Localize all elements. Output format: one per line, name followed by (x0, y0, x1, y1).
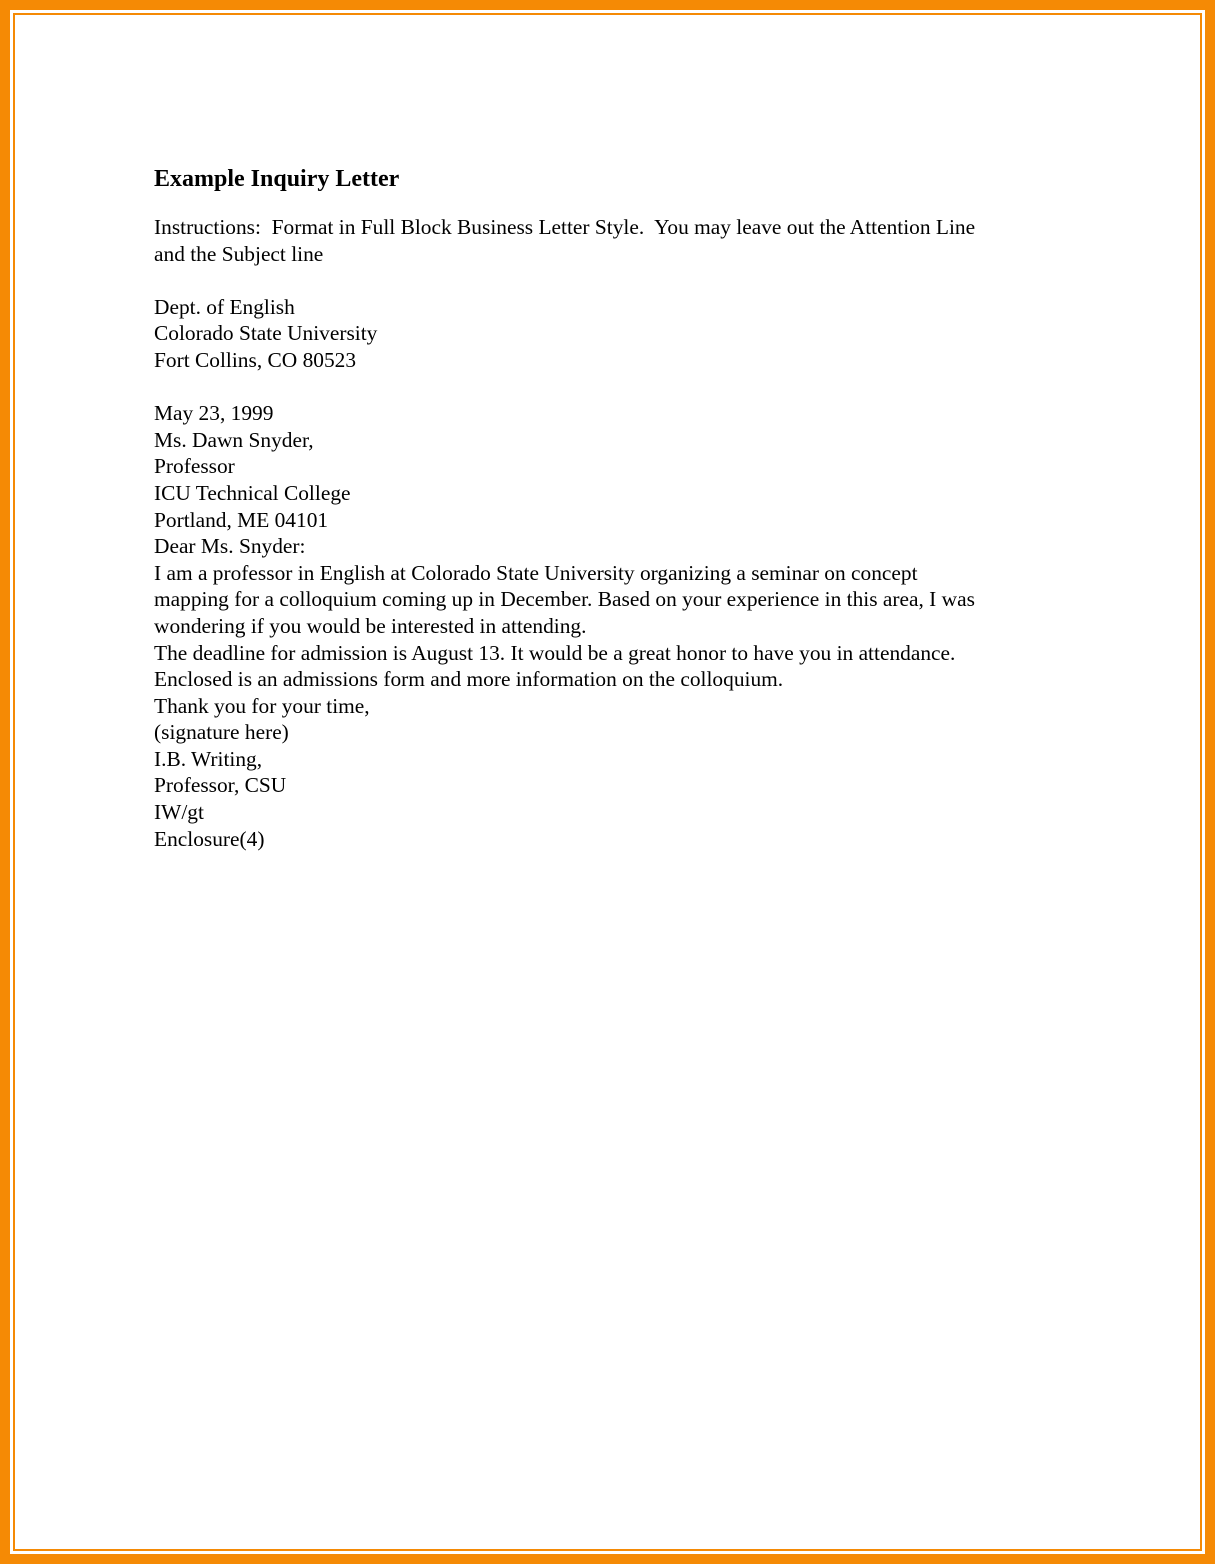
page-title: Example Inquiry Letter (154, 166, 400, 192)
body-line: I am a professor in English at Colorado State University organizing a seminar on concept (154, 560, 918, 585)
recipient-line: Ms. Dawn Snyder, (154, 427, 314, 452)
letter-date: May 23, 1999 (154, 401, 274, 426)
signer-line: Professor, CSU (154, 773, 287, 798)
body-line: mapping for a colloquium coming up in December. Based on your experience in this area, I was (154, 587, 975, 612)
body-line: The deadline for admission is August 13. It would be a great honor to have you in attendance. (154, 640, 956, 665)
initials: IW/gt (154, 800, 204, 825)
instructions-line: Instructions: Format in Full Block Business Letter Style. You may leave out the Attention Line (154, 215, 976, 239)
body-line: Enclosed is an admissions form and more information on the colloquium. (154, 667, 784, 692)
recipient-line: ICU Technical College (154, 480, 351, 505)
spacer (154, 374, 1074, 401)
sender-address (154, 294, 1074, 374)
spacer (154, 267, 1074, 294)
letter-page (154, 164, 1074, 852)
recipient-line: Professor (154, 454, 235, 479)
closing: Thank you for your time, (154, 693, 370, 718)
body-line: wondering if you would be interested in attending. (154, 613, 587, 638)
sender-address-line: Dept. of English (154, 294, 295, 319)
sender-address-line: Colorado State University (154, 321, 378, 346)
salutation: Dear Ms. Snyder: (154, 534, 306, 559)
sender-address-line: Fort Collins, CO 80523 (154, 347, 357, 372)
signer-line: I.B. Writing, (154, 746, 263, 771)
instructions (154, 214, 1074, 267)
letter-body-block (154, 400, 1074, 852)
instructions-line: and the Subject line (154, 241, 324, 266)
signature-placeholder: (signature here) (154, 720, 289, 745)
recipient-line: Portland, ME 04101 (154, 507, 329, 532)
enclosure: Enclosure(4) (154, 826, 265, 851)
